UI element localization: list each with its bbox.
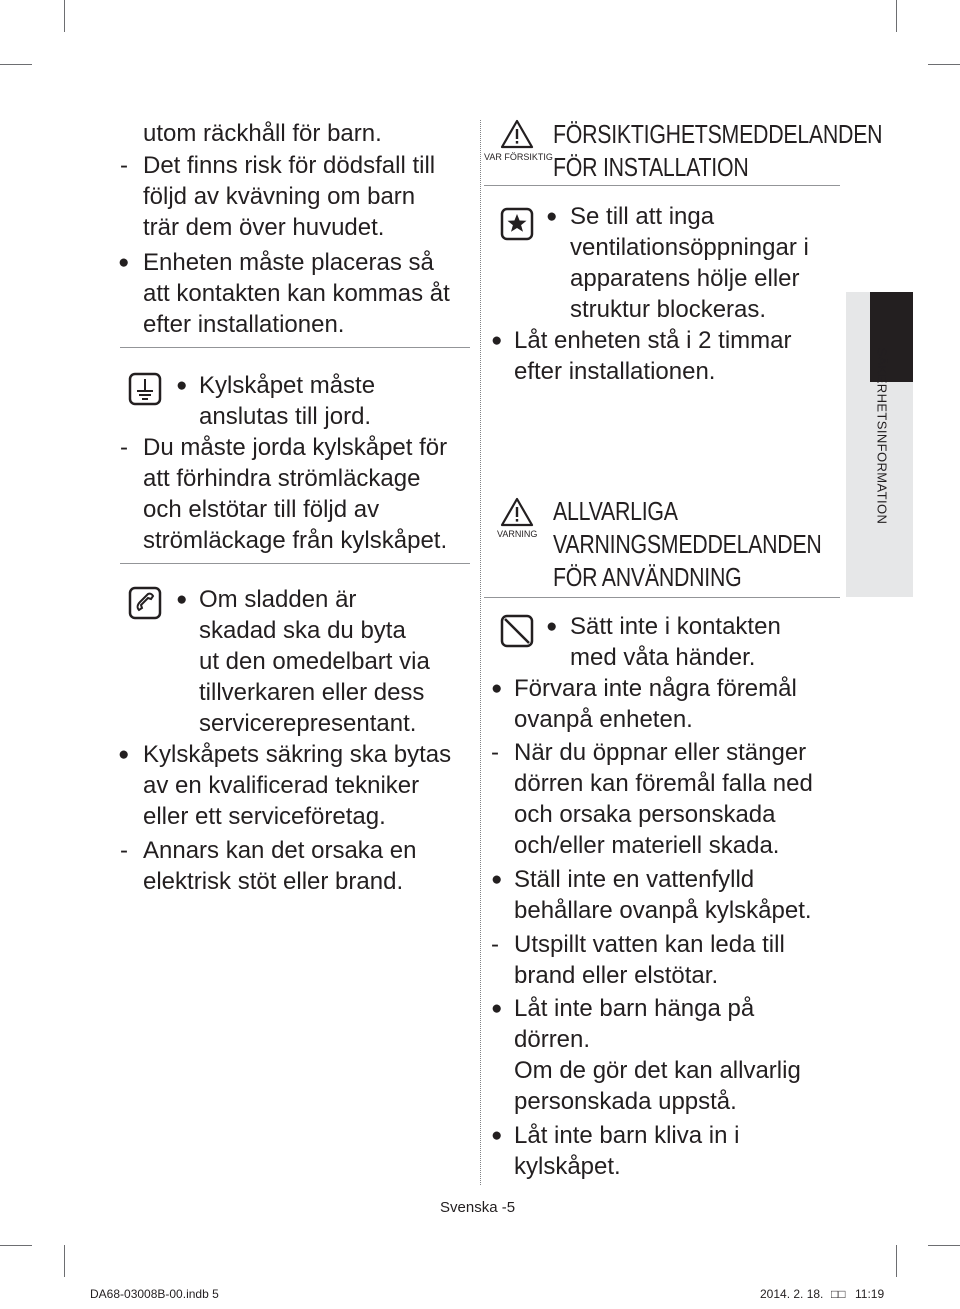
text-line: ut den omedelbart via	[199, 648, 430, 675]
text-line: följd av kvävning om barn	[143, 183, 416, 210]
text-line: Det finns risk för dödsfall till	[143, 152, 436, 179]
text-line: ovanpå enheten.	[514, 706, 693, 733]
crop-mark	[0, 64, 32, 65]
text-line: av en kvalificerad tekniker	[143, 772, 420, 799]
warning-triangle-icon	[500, 496, 534, 528]
crop-mark	[896, 1245, 897, 1277]
text-line: Utspillt vatten kan leda till	[514, 931, 785, 958]
divider	[120, 347, 470, 348]
text-line: personskada uppstå.	[514, 1088, 737, 1115]
text-line: och elstötar till följd av	[143, 496, 380, 523]
warning-heading: VARNINGSMEDDELANDEN	[553, 529, 822, 559]
warning-label: VARNING	[497, 529, 538, 539]
text-line: Låt inte barn hänga på	[514, 995, 755, 1022]
dash-marker: -	[491, 931, 499, 958]
text-line: Enheten måste placeras så	[143, 249, 434, 276]
text-line: Kylskåpets säkring ska bytas	[143, 741, 452, 768]
text-line: Annars kan det orsaka en	[143, 837, 417, 864]
slug-time: 11:19	[855, 1287, 885, 1301]
slug-glyphs: □□	[831, 1287, 846, 1301]
warning-heading: FÖR ANVÄNDNING	[553, 562, 742, 592]
text-line: skadad ska du byta	[199, 617, 406, 644]
warning-heading: ALLVARLIGA	[553, 496, 678, 526]
bullet: ●	[118, 252, 130, 273]
bullet: ●	[176, 589, 188, 610]
divider	[484, 185, 840, 186]
text-line: med våta händer.	[570, 644, 756, 671]
text-line: att kontakten kan kommas åt	[143, 280, 450, 307]
text-line: servicerepresentant.	[199, 710, 417, 737]
slug-file: DA68-03008B-00.indb 5	[90, 1287, 219, 1301]
text-line: strömläckage från kylskåpet.	[143, 527, 448, 554]
text-line: brand eller elstötar.	[514, 962, 719, 989]
slug-date: 2014. 2. 18.	[760, 1287, 824, 1301]
text-line: Se till att inga	[570, 203, 715, 230]
phone-icon	[128, 586, 162, 620]
text-line: att förhindra strömläckage	[143, 465, 421, 492]
text-line: kylskåpet.	[514, 1153, 621, 1180]
bullet: ●	[118, 744, 130, 765]
text-line: dörren.	[514, 1026, 591, 1053]
bullet: ●	[546, 206, 558, 227]
text-line: Sätt inte i kontakten	[570, 613, 781, 640]
text-line: tillverkaren eller dess	[199, 679, 425, 706]
text-line: efter installationen.	[514, 358, 716, 385]
text-line: struktur blockeras.	[570, 296, 767, 323]
divider	[484, 597, 840, 598]
text-line: efter installationen.	[143, 311, 345, 338]
ground-icon	[128, 372, 162, 406]
text-line: trär dem över huvudet.	[143, 214, 385, 241]
bullet: ●	[546, 616, 558, 637]
bullet: ●	[491, 998, 503, 1019]
dash-marker: -	[491, 739, 499, 766]
text-line: Förvara inte några föremål	[514, 675, 797, 702]
crop-mark	[0, 1245, 32, 1246]
bullet: ●	[491, 1125, 503, 1146]
text-line: och orsaka personskada	[514, 801, 776, 828]
bullet: ●	[491, 330, 503, 351]
bullet: ●	[491, 869, 503, 890]
bullet: ●	[176, 375, 188, 396]
dash-marker: -	[120, 152, 128, 179]
text-line: elektrisk stöt eller brand.	[143, 868, 404, 895]
text-line: När du öppnar eller stänger	[514, 739, 807, 766]
section-tab-label: SÄKERHETSINFORMATION	[874, 347, 890, 525]
text-line: Låt enheten stå i 2 timmar	[514, 327, 792, 354]
page-number: Svenska -5	[440, 1199, 516, 1216]
text-line: Kylskåpet måste	[199, 372, 376, 399]
text-line: Om sladden är	[199, 586, 357, 613]
text-line: Du måste jorda kylskåpet för	[143, 434, 448, 461]
text-line: och/eller materiell skada.	[514, 832, 780, 859]
star-icon	[500, 207, 534, 241]
text-line: Låt inte barn kliva in i	[514, 1122, 740, 1149]
text-line: anslutas till jord.	[199, 403, 372, 430]
text-line: apparatens hölje eller	[570, 265, 800, 292]
caution-heading: FÖR INSTALLATION	[553, 152, 749, 182]
dash-marker: -	[120, 837, 128, 864]
text-line: dörren kan föremål falla ned	[514, 770, 813, 797]
caution-label: VAR FÖRSIKTIG	[484, 152, 553, 162]
prohibited-icon	[500, 614, 534, 648]
crop-mark	[64, 0, 65, 32]
dash-marker: -	[120, 434, 128, 461]
column-divider	[480, 120, 481, 1185]
caution-heading: FÖRSIKTIGHETSMEDDELANDEN	[553, 119, 883, 149]
caution-triangle-icon	[500, 118, 534, 150]
text-line: utom räckhåll för barn.	[143, 120, 382, 147]
bullet: ●	[491, 678, 503, 699]
text-line: eller ett serviceföretag.	[143, 803, 386, 830]
crop-mark	[64, 1245, 65, 1277]
crop-mark	[928, 64, 960, 65]
crop-mark	[896, 0, 897, 32]
text-line: ventilationsöppningar i	[570, 234, 809, 261]
text-line: Ställ inte en vattenfylld	[514, 866, 755, 893]
divider	[120, 563, 470, 564]
text-line: behållare ovanpå kylskåpet.	[514, 897, 812, 924]
text-line: Om de gör det kan allvarlig	[514, 1057, 801, 1084]
crop-mark	[928, 1245, 960, 1246]
